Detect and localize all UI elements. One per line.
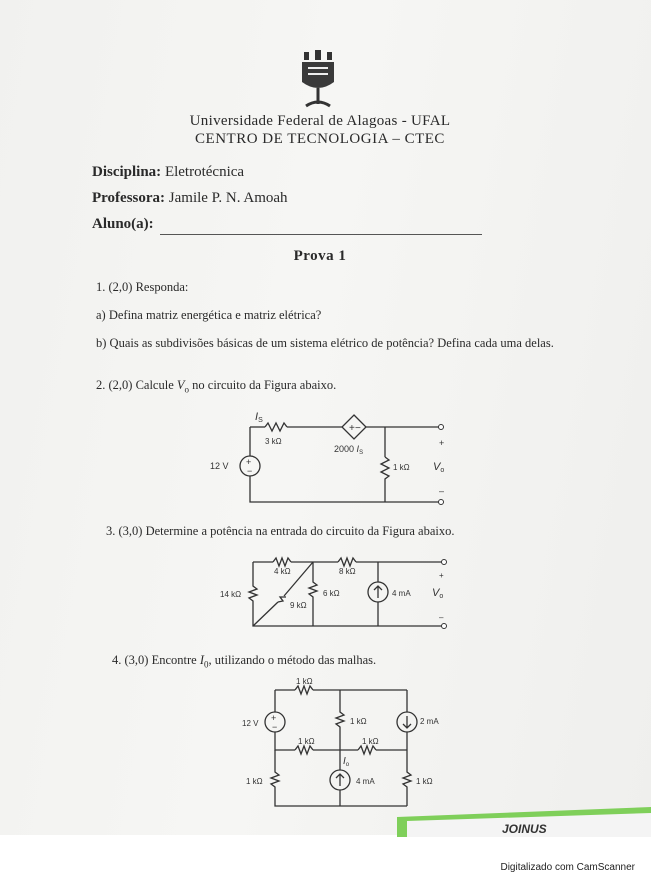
c3-rleft-label: 1 kΩ: [246, 777, 263, 786]
c3-rright-label: 1 kΩ: [416, 777, 433, 786]
eraser-brand: JOINUS: [502, 822, 547, 836]
svg-text:−: −: [272, 722, 278, 732]
professora-label: Professora:: [92, 190, 166, 206]
c2-rmid-label: 6 kΩ: [323, 589, 340, 598]
svg-text:+: +: [246, 457, 252, 467]
c3-rh1-label: 1 kΩ: [298, 737, 315, 746]
c2-rtop1-label: 4 kΩ: [274, 567, 291, 576]
question-2: 2. (2,0) Calcule $V_o$ no circuito da Figura abaixo.: [96, 378, 337, 395]
exam-title: Prova 1: [293, 248, 347, 264]
question-1b: b) Quais as subdivisões básicas de um sistema elétrico de potência? Defina cada uma delas.: [96, 336, 554, 350]
svg-text:–: –: [439, 486, 445, 496]
c3-vsrc-label: 12 V: [242, 719, 259, 728]
circuit-figure-3: [240, 676, 440, 816]
c1-r2-label: 1 kΩ: [393, 463, 410, 472]
disciplina-label: Disciplina:: [92, 164, 162, 180]
c2-isrc-label: 4 mA: [392, 589, 411, 598]
svg-text:+: +: [439, 438, 445, 448]
question-3: 3. (3,0) Determine a potência na entrada do circuito da Figura abaixo.: [106, 524, 455, 538]
circuit-figure-1: [205, 410, 475, 510]
scanner-footer: Digitalizado com CamScanner: [500, 862, 635, 873]
c2-rdiag-label: 9 kΩ: [290, 601, 307, 610]
c1-dep-label: 2000 $I_S$: [334, 444, 364, 456]
c3-rtop-label: 1 kΩ: [296, 677, 313, 686]
disciplina-value: Eletrotécnica: [164, 164, 245, 180]
c3-isrc-right-label: 2 mA: [420, 717, 439, 726]
svg-text:–: –: [439, 613, 444, 622]
circuit-figure-2: [218, 552, 458, 634]
aluno-label: Aluno(a):: [92, 216, 154, 232]
c1-vsrc-label: 12 V: [210, 461, 229, 471]
aluno-name-line: [160, 234, 482, 235]
svg-text:+: +: [349, 423, 355, 434]
svg-text:+: +: [439, 571, 444, 580]
c1-is-label: IS: [255, 411, 263, 424]
c1-vo-label: Vo: [433, 461, 445, 474]
center-name: CENTRO DE TECNOLOGIA – CTEC: [195, 131, 445, 147]
svg-text:−: −: [355, 423, 361, 434]
question-4: 4. (3,0) Encontre $I_0$, utilizando o método das malhas.: [112, 653, 377, 670]
eraser-image: [397, 807, 651, 837]
professora-value: Jamile P. N. Amoah: [168, 190, 288, 206]
professora-field: [92, 190, 288, 207]
disciplina-field: [92, 164, 244, 181]
c2-rtop2-label: 8 kΩ: [339, 567, 356, 576]
question-1a: a) Defina matriz energética e matriz elétrica?: [96, 308, 322, 322]
ufal-logo-icon: [296, 48, 340, 112]
c1-r1-label: 3 kΩ: [265, 437, 282, 446]
aluno-field: [92, 216, 154, 233]
c2-vo-label: Vo: [432, 587, 444, 600]
svg-text:+: +: [271, 713, 277, 723]
c3-io-label: $I_o$: [343, 756, 350, 768]
svg-text:−: −: [247, 466, 253, 476]
question-1: 1. (2,0) Responda:: [96, 280, 189, 294]
c3-isrc-mid-label: 4 mA: [356, 777, 375, 786]
c3-rh2-label: 1 kΩ: [362, 737, 379, 746]
university-name: Universidade Federal de Alagoas - UFAL: [189, 113, 451, 129]
c3-rmid-label: 1 kΩ: [350, 717, 367, 726]
c2-rleft-label: 14 kΩ: [220, 590, 242, 599]
